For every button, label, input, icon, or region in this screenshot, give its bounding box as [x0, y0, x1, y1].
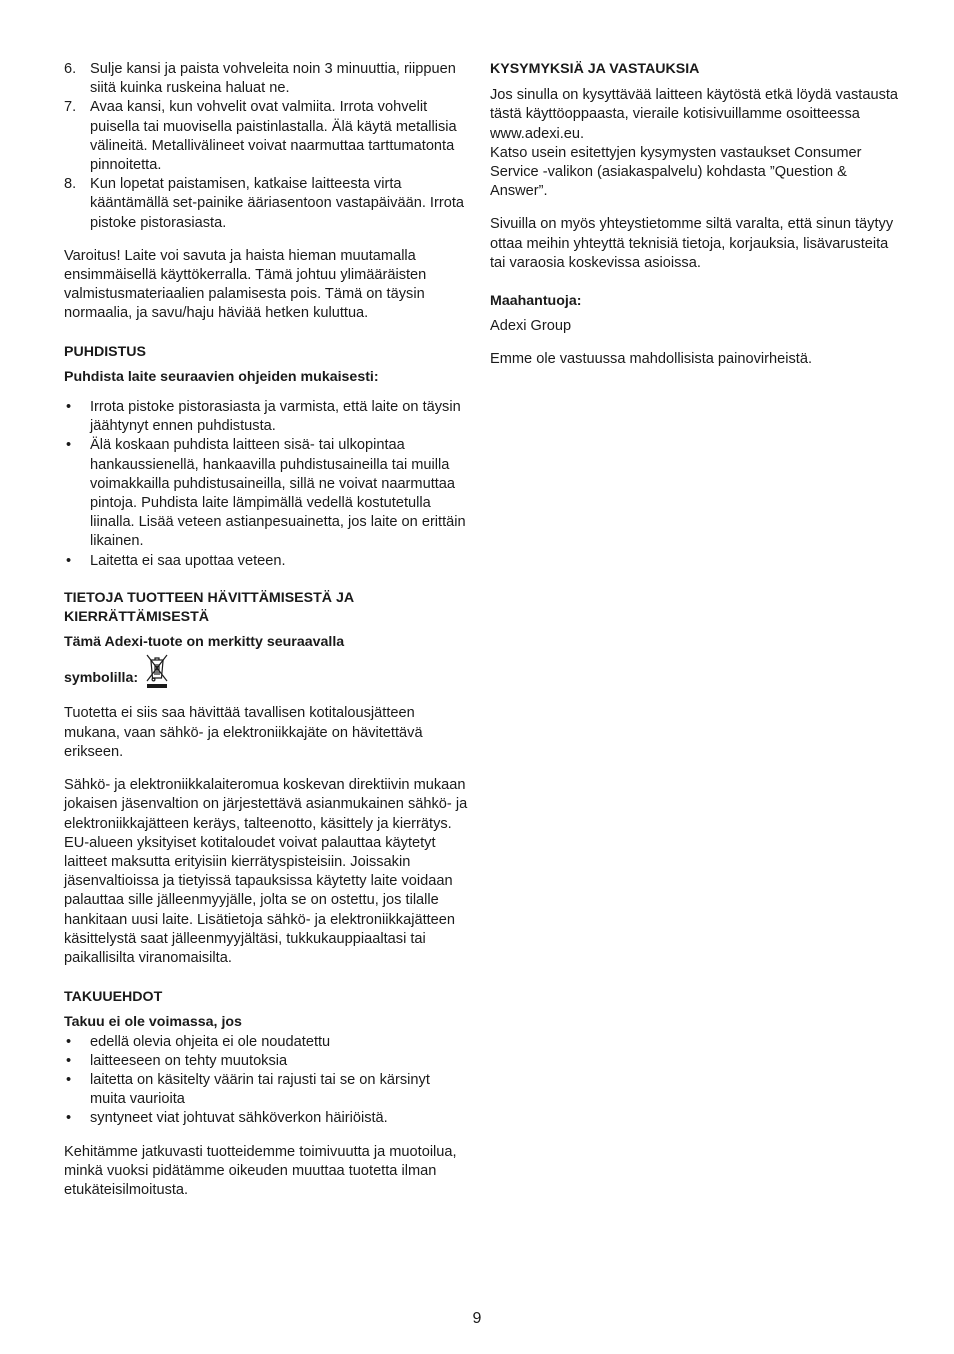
importer-name: Adexi Group — [490, 318, 572, 335]
left-column — [64, 60, 468, 1200]
faq-heading: KYSYMYKSIÄ JA VASTAUKSIA — [490, 61, 700, 77]
cleaning-heading: PUHDISTUS — [64, 343, 146, 360]
disposal-heading: TIETOJA TUOTTEEN HÄVITTÄMISESTÄ JA KIERRÄTTÄMISESTÄ — [64, 589, 354, 626]
faq-paragraph-2: Sivuilla on myös yhteystietomme siltä varalta, että sinun täytyy ottaa meihin yhteyttä teknisiä tietoja, korjauksia, lisävarusteita tai varaosia koskevissa asioissa. — [490, 216, 894, 271]
list-item-text: syntyneet viat johtuvat sähköverkon häiriöistä. — [90, 1110, 388, 1127]
step-number: 8. — [64, 176, 77, 193]
faq-paragraph-1b: Katso usein esitettyjen kysymysten vastaukset Consumer Service -valikon (asiakaspalvelu) kohdasta ”Question & Answer”. — [490, 144, 862, 200]
list-item-text: Älä koskaan puhdista laitteen sisä- tai ulkopintaa hankaussienellä, hankaavilla puhdistusaineilla tai muilla voimakkailla puhdistusaineilla, sillä ne voivat naarmuttaa pintoja. Puhdista laite lämpimällä vedellä kostutetulla liinalla. Lisää veteen astianpesuainetta, jos laite on erittäin likainen. — [90, 437, 466, 550]
disclaimer: Emme ole vastuussa mahdollisista painovirheistä. — [490, 351, 813, 368]
symbol-row — [64, 652, 468, 690]
list-item-text: laitetta on käsitelty väärin tai rajusti tai se on kärsinyt muita vaurioita — [90, 1071, 430, 1108]
step-text: Kun lopetat paistamisen, katkaise laitteesta virta kääntämällä set-painike ääriasentoon vastapäivään. Irrota pistoke pistorasiasta. — [90, 176, 464, 231]
bullet: • — [66, 552, 72, 569]
list-item — [64, 436, 468, 551]
importer-heading: Maahantuoja: — [490, 293, 582, 310]
list-item-text: Laitetta ei saa upottaa veteen. — [90, 552, 286, 569]
right-column — [490, 60, 900, 370]
warning-paragraph: Varoitus! Laite voi savuta ja haista hieman muutamalla ensimmäisellä käyttökerralla. Tämä johtuu ylimääräisten valmistusmateriaalien palamisesta pois. Tämä on täysin normaalia, ja savu/haju häviää hetken kuluttua. — [64, 247, 427, 322]
list-item-text: edellä olevia ohjeita ei ole noudatettu — [90, 1033, 331, 1050]
bullet: • — [66, 437, 72, 454]
step-text: Sulje kansi ja paista vohveleita noin 3 minuuttia, riippuen siitä kuinka ruskeina haluat ne. — [90, 61, 456, 97]
bullet: • — [66, 1071, 72, 1088]
disposal-paragraph-2: Sähkö- ja elektroniikkalaiteromua koskevan direktiivin mukaan jokaisen jäsenvaltion on järjestettävä asianmukainen sähkö- ja elektroniikkajätteen keräys, talteenotto, käsittely ja kierrätys. EU-alueen yksityiset kotitaloudet voivat palauttaa käytetyt laitteet maksutta erityisiin kierrätyspisteisiin. Joissakin jäsenvaltioissa ja tietyissä tapauksissa käytetty laite voidaan palauttaa sille jälleenmyyjälle, jolta se on ostettu, jos tilalle hankitaan uusi laite. Lisätietoja sähkö- ja elektroniikkajätteen käsittelystä saat jälleenmyyjältäsi, tukkukauppiaaltasi tai paikallisilta viranomaisilta. — [64, 777, 468, 966]
list-item-text: Irrota pistoke pistorasiasta ja varmista, että laite on täysin jäähtynyt ennen puhdistusta. — [90, 399, 461, 435]
step-number: 6. — [64, 61, 77, 77]
faq-paragraph-1: Jos sinulla on kysyttävää laitteen käytöstä etkä löydä vastausta tästä käyttöoppaasta, vieraile kotisivuillamme osoitteessa www.adexi.eu. — [490, 87, 899, 142]
list-item — [64, 398, 468, 436]
list-item — [64, 1033, 468, 1052]
list-item — [64, 1109, 468, 1128]
step-item — [64, 60, 468, 98]
step-number: 7. — [64, 99, 77, 116]
list-item — [64, 552, 468, 571]
bullet: • — [66, 1110, 72, 1127]
step-item — [64, 175, 468, 233]
bullet: • — [66, 1052, 72, 1069]
step-item — [64, 98, 468, 175]
warranty-list — [64, 1033, 468, 1129]
cleaning-subheading: Puhdista laite seuraavien ohjeiden mukaisesti: — [64, 368, 379, 385]
list-item — [64, 1071, 468, 1109]
disposal-marked-line: Tämä Adexi-tuote on merkitty seuraavalla — [64, 634, 345, 651]
bullet: • — [66, 1033, 72, 1050]
list-item-text: laitteeseen on tehty muutoksia — [90, 1052, 288, 1069]
warranty-heading: TAKUUEHDOT — [64, 989, 163, 1006]
instruction-steps — [64, 60, 468, 233]
step-text: Avaa kansi, kun vohvelit ovat valmiita. Irrota vohvelit puisella tai muovisella paistinlastalla. Älä käytä metallisia välineitä. Metallivälineet voivat naarmuttaa tarttumatonta pinnoitetta. — [90, 99, 457, 174]
cleaning-list — [64, 398, 468, 571]
disposal-symbol-label: symbolilla: — [64, 670, 139, 687]
bullet: • — [66, 399, 72, 416]
warranty-subheading: Takuu ei ole voimassa, jos — [64, 1014, 242, 1031]
disposal-paragraph-1: Tuotetta ei siis saa hävittää tavallisen kotitalousjätteen mukana, vaan sähkö- ja elektroniikkajäte on hävitettävä erikseen. — [64, 705, 423, 760]
warranty-closing: Kehitämme jatkuvasti tuotteidemme toimivuutta ja muotoilua, minkä vuoksi pidätämme oikeuden muuttaa tuotetta ilman etukäteisilmoitusta. — [64, 1143, 457, 1198]
crossed-out-wheelie-bin-icon — [144, 652, 170, 690]
list-item — [64, 1052, 468, 1071]
page-number: 9 — [472, 1310, 482, 1327]
